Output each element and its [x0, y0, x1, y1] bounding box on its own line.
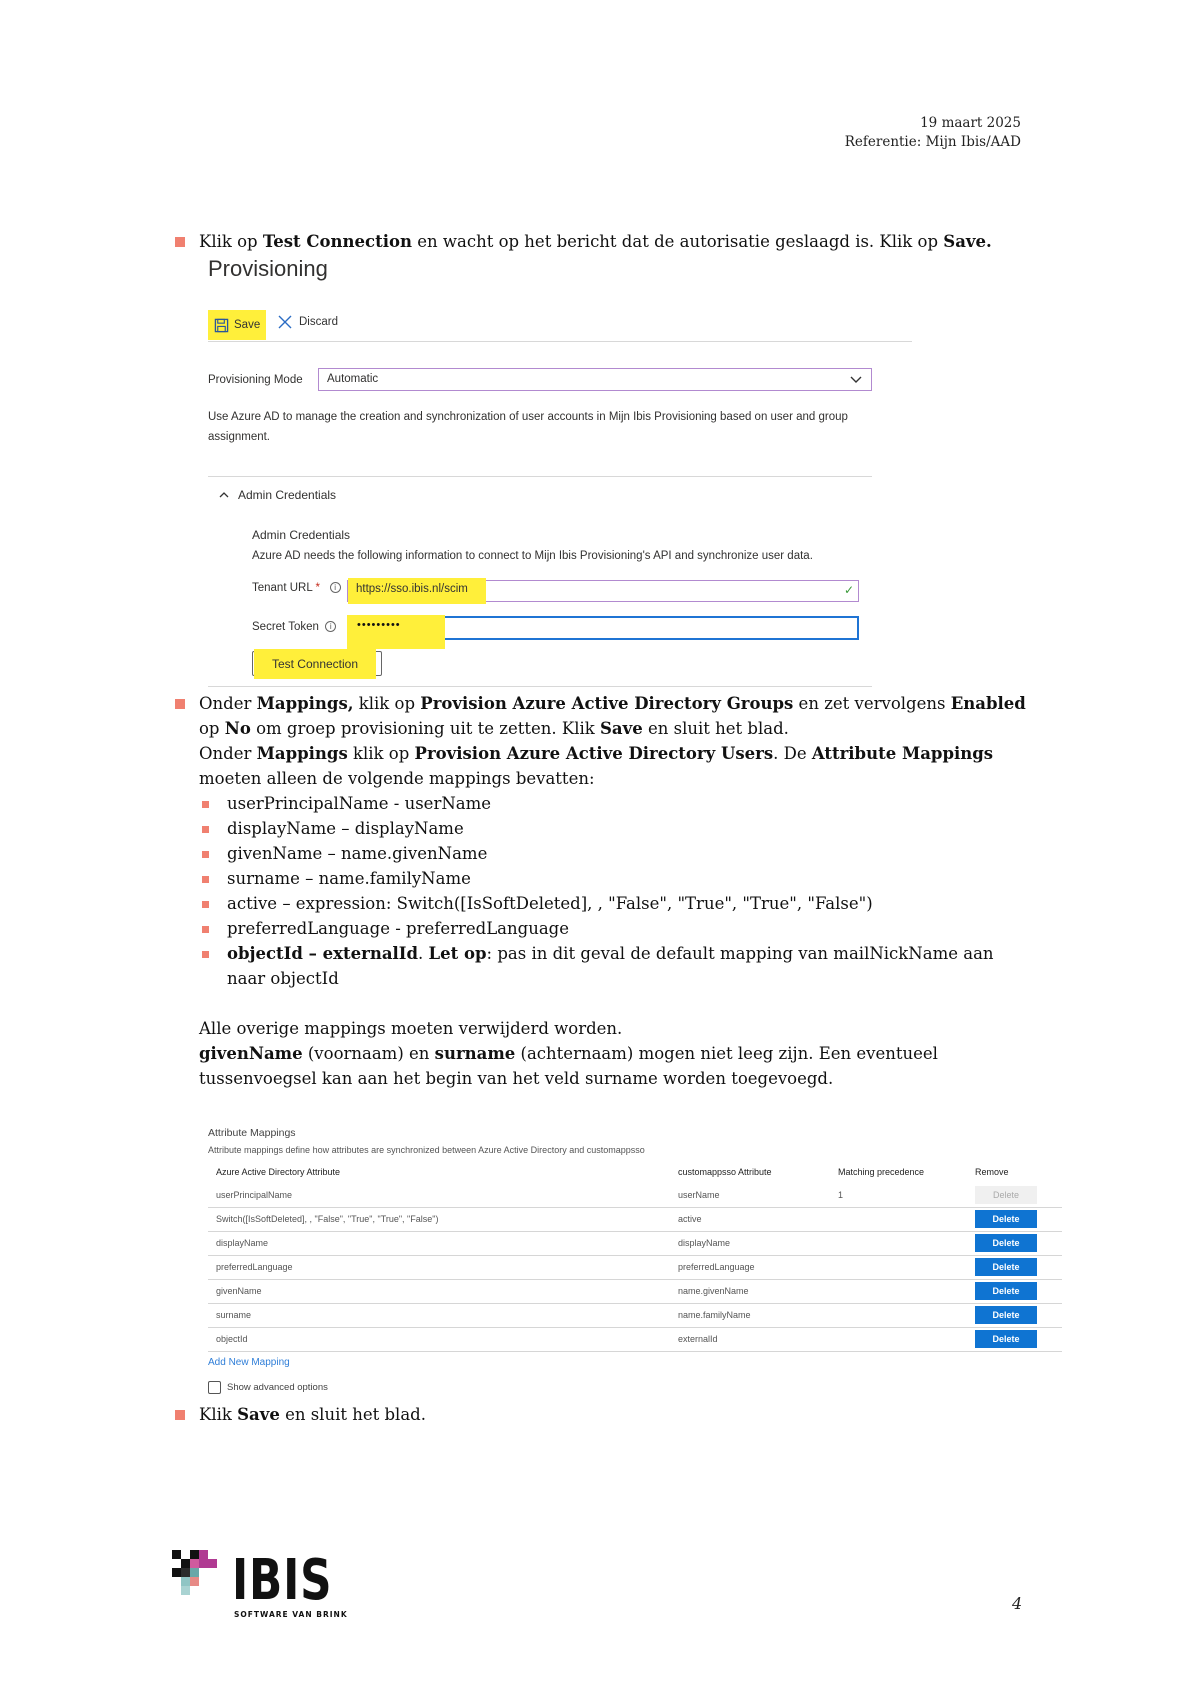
secret-token-value: •••••••••	[347, 615, 445, 649]
sub-bullet-marker	[202, 876, 209, 883]
matching-precedence	[830, 1207, 967, 1231]
paragraph-line: tussenvoegsel kan aan het begin van het veld surname worden toegevoegd.	[199, 1069, 834, 1088]
provisioning-title: Provisioning	[208, 256, 328, 281]
show-advanced-checkbox[interactable]	[208, 1381, 221, 1394]
mapping-list-item: displayName – displayName	[227, 819, 464, 838]
target-attribute: userName	[670, 1183, 830, 1207]
bullet-mappings-line4: moeten alleen de volgende mappings bevatten:	[199, 769, 595, 788]
ibis-logo	[172, 1548, 348, 1619]
column-header: Matching precedence	[838, 1166, 925, 1177]
mapping-list-item: surname – name.familyName	[227, 869, 471, 888]
mapping-list-item: preferredLanguage - preferredLanguage	[227, 919, 569, 938]
add-new-mapping-link[interactable]: Add New Mapping	[208, 1357, 290, 1368]
target-attribute: name.givenName	[670, 1279, 830, 1303]
target-attribute: displayName	[670, 1231, 830, 1255]
paragraph-line: Alle overige mappings moeten verwijderd worden.	[199, 1019, 623, 1038]
save-label: Save	[234, 319, 261, 331]
matching-precedence	[830, 1327, 967, 1351]
delete-button[interactable]: Delete	[975, 1258, 1037, 1276]
tenant-url-input[interactable]	[347, 580, 859, 602]
sub-bullet-marker	[202, 851, 209, 858]
divider	[208, 686, 872, 687]
table-row[interactable]	[208, 1231, 1062, 1255]
admin-credentials-header-label: Admin Credentials	[238, 488, 337, 502]
bullet-mappings-line1: Onder Mappings, klik op Provision Azure Active Directory Groups en zet vervolgens Enabled	[199, 694, 1026, 713]
sub-bullet-marker	[202, 826, 209, 833]
source-attribute[interactable]: userPrincipalName	[208, 1183, 670, 1207]
document-header	[845, 114, 1021, 152]
ibis-logo-text: IBIS	[232, 1548, 333, 1613]
table-row[interactable]	[208, 1255, 1062, 1279]
delete-button[interactable]: Delete	[975, 1282, 1037, 1300]
delete-button[interactable]: Delete	[975, 1234, 1037, 1252]
ibis-logo-mark	[172, 1550, 226, 1602]
required-marker: *	[315, 582, 320, 594]
delete-button[interactable]: Delete	[975, 1306, 1037, 1324]
header-reference: Referentie: Mijn Ibis/AAD	[844, 134, 1021, 150]
target-attribute: preferredLanguage	[670, 1255, 830, 1279]
chevron-up-icon	[218, 489, 230, 501]
mapping-list-item: userPrincipalName - userName	[227, 794, 492, 813]
table-row[interactable]	[208, 1279, 1062, 1303]
test-connection-label: Test Connection	[254, 649, 376, 679]
matching-precedence	[830, 1255, 967, 1279]
discard-button[interactable]	[277, 314, 338, 330]
secret-token-label: Secret Token i	[252, 621, 336, 633]
save-button[interactable]	[208, 310, 266, 340]
mapping-list-item: active – expression: Switch([IsSoftDeleted], , "False", "True", "True", "False")	[227, 894, 873, 913]
target-attribute: active	[670, 1207, 830, 1231]
mapping-list-item-objectid: objectId – externalId. Let op: pas in dit geval de default mapping van mailNickName aan	[227, 944, 994, 963]
bullet-mappings-line2: op No om groep provisioning uit te zetten. Klik Save en sluit het blad.	[199, 719, 789, 738]
target-attribute: externalId	[670, 1327, 830, 1351]
provisioning-description: Use Azure AD to manage the creation and synchronization of user accounts in Mijn Ibis Provisioning based on user and group assignment.	[208, 411, 848, 443]
matching-precedence: 1	[830, 1183, 967, 1207]
column-header: Azure Active Directory Attribute	[216, 1166, 341, 1177]
table-row[interactable]	[208, 1327, 1062, 1351]
chevron-down-icon	[849, 373, 863, 387]
matching-precedence	[830, 1303, 967, 1327]
attribute-mappings-description: Attribute mappings define how attributes are synchronized between Azure Active Directory and customappsso	[208, 1145, 645, 1155]
provisioning-mode-select[interactable]	[318, 368, 872, 391]
header-date: 19 maart 2025	[920, 115, 1021, 131]
info-icon[interactable]: i	[325, 621, 336, 632]
attribute-mappings-table	[208, 1160, 1062, 1352]
sub-bullet-marker	[202, 801, 209, 808]
page-number: 4	[1012, 1594, 1023, 1613]
source-attribute[interactable]: displayName	[208, 1231, 670, 1255]
bullet-marker	[175, 699, 185, 709]
admin-credentials-text: Azure AD needs the following information to connect to Mijn Ibis Provisioning's API and synchronize user data.	[252, 550, 813, 562]
matching-precedence	[830, 1231, 967, 1255]
check-icon: ✓	[843, 583, 854, 597]
ibis-logo-subtitle: SOFTWARE VAN BRINK	[234, 1610, 348, 1619]
tenant-url-label: Tenant URL * i	[252, 582, 341, 594]
show-advanced-label: Show advanced options	[227, 1382, 328, 1393]
info-icon[interactable]: i	[330, 582, 341, 593]
table-header-row	[208, 1160, 1062, 1183]
table-row[interactable]	[208, 1183, 1062, 1207]
attribute-mappings-title: Attribute Mappings	[208, 1127, 296, 1139]
admin-credentials-subtitle: Admin Credentials	[252, 528, 351, 542]
source-attribute[interactable]: preferredLanguage	[208, 1255, 670, 1279]
sub-bullet-marker	[202, 951, 209, 958]
provisioning-mode-label: Provisioning Mode	[208, 374, 303, 386]
delete-button[interactable]: Delete	[975, 1210, 1037, 1228]
delete-button-disabled: Delete	[975, 1186, 1037, 1204]
bullet-marker	[175, 1410, 185, 1420]
column-header: Remove	[975, 1166, 1009, 1177]
bullet-mappings-line3: Onder Mappings klik op Provision Azure Active Directory Users. De Attribute Mappings	[199, 744, 994, 763]
admin-credentials-header[interactable]	[218, 488, 336, 502]
test-connection-button[interactable]	[252, 651, 382, 676]
source-attribute[interactable]: objectId	[208, 1327, 670, 1351]
paragraph-line: givenName (voornaam) en surname (achternaam) mogen niet leeg zijn. Een eventueel	[199, 1044, 938, 1063]
bullet-test-connection: Klik op Test Connection en wacht op het bericht dat de autorisatie geslaagd is. Klik op Save.	[199, 232, 992, 251]
column-header: customappsso Attribute	[678, 1166, 772, 1177]
provisioning-mode-value: Automatic	[327, 373, 379, 385]
tenant-url-value: https://sso.ibis.nl/scim	[348, 578, 486, 604]
bullet-marker	[175, 237, 185, 247]
source-attribute[interactable]: Switch([IsSoftDeleted], , "False", "True", "True", "False")	[208, 1207, 670, 1231]
source-attribute[interactable]: surname	[208, 1303, 670, 1327]
mapping-list-item: givenName – name.givenName	[227, 844, 488, 863]
save-icon	[214, 318, 229, 333]
show-advanced-options[interactable]	[208, 1381, 328, 1394]
table-row[interactable]	[208, 1207, 1062, 1231]
target-attribute: name.familyName	[670, 1303, 830, 1327]
delete-button[interactable]: Delete	[975, 1330, 1037, 1348]
table-row[interactable]	[208, 1303, 1062, 1327]
sub-bullet-marker	[202, 926, 209, 933]
mapping-list-item-objectid-cont: naar objectId	[227, 969, 339, 988]
divider	[208, 476, 872, 477]
discard-label: Discard	[299, 316, 338, 328]
matching-precedence	[830, 1279, 967, 1303]
provisioning-toolbar	[208, 306, 912, 342]
secret-token-input[interactable]	[347, 616, 859, 640]
sub-bullet-marker	[202, 901, 209, 908]
source-attribute[interactable]: givenName	[208, 1279, 670, 1303]
bullet-save: Klik Save en sluit het blad.	[199, 1405, 426, 1424]
close-icon	[277, 314, 293, 330]
